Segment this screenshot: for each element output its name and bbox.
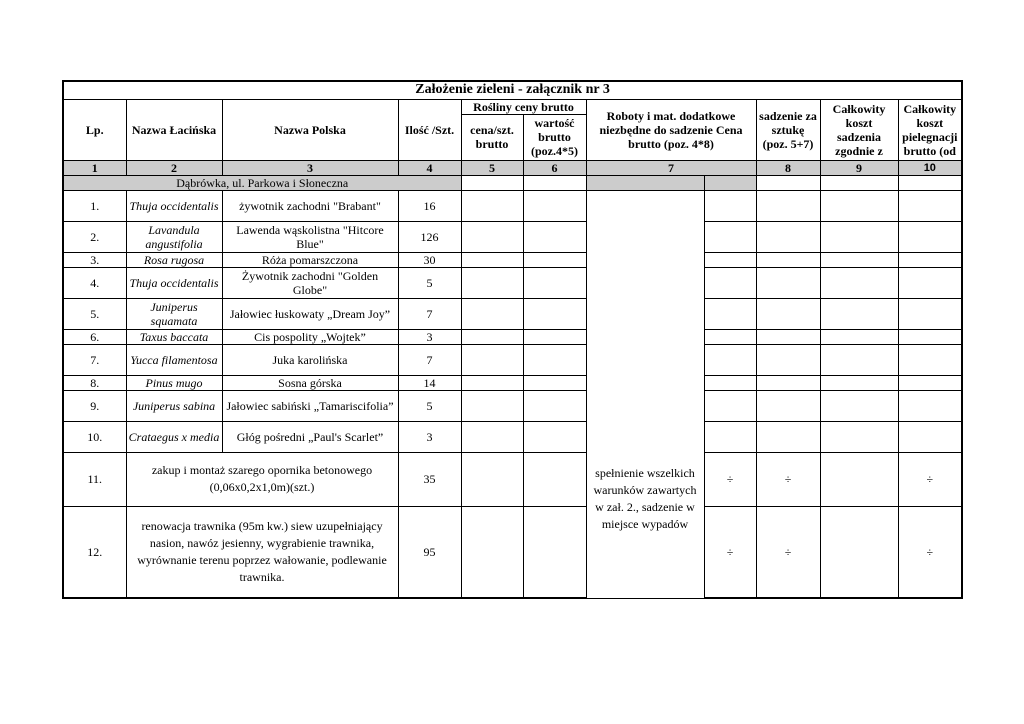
planting-cell <box>756 390 820 421</box>
table-row <box>63 267 962 298</box>
row-lp: 5. <box>63 298 126 329</box>
empty-cell <box>586 175 704 190</box>
planting-cell <box>756 421 820 452</box>
table-row <box>63 390 962 421</box>
spreadsheet <box>62 80 963 599</box>
column-number: 2 <box>126 160 222 175</box>
row-polish-name: Juka karolińska <box>222 344 398 375</box>
empty-cell <box>461 175 523 190</box>
column-number: 1 <box>63 160 126 175</box>
planting-cell <box>756 267 820 298</box>
works-cell: ÷ <box>704 452 756 506</box>
total-care-cell <box>898 329 962 344</box>
planting-cell: ÷ <box>756 452 820 506</box>
table-row <box>63 298 962 329</box>
row-lp: 6. <box>63 329 126 344</box>
table-row <box>63 329 962 344</box>
total-planting-cell <box>820 221 898 252</box>
value-cell <box>523 298 586 329</box>
value-cell <box>523 267 586 298</box>
works-cell <box>704 375 756 390</box>
value-cell <box>523 252 586 267</box>
unit-price-cell <box>461 267 523 298</box>
total-care-cell <box>898 267 962 298</box>
value-cell <box>523 190 586 221</box>
column-number: 6 <box>523 160 586 175</box>
planting-cell <box>756 344 820 375</box>
unit-price-cell <box>461 298 523 329</box>
planting-cell <box>756 221 820 252</box>
planting-cell <box>756 190 820 221</box>
row-lp: 3. <box>63 252 126 267</box>
empty-cell <box>820 175 898 190</box>
row-quantity: 95 <box>398 506 461 598</box>
header-latin-name: Nazwa Łacińska <box>126 99 222 160</box>
total-planting-cell <box>820 252 898 267</box>
row-polish-name: Cis pospolity „Wojtek” <box>222 329 398 344</box>
table-row <box>63 506 962 598</box>
column-number: 3 <box>222 160 398 175</box>
row-polish-name: Żywotnik zachodni "Golden Globe" <box>222 267 398 298</box>
planting-cell <box>756 329 820 344</box>
greenery-table <box>62 80 963 599</box>
works-cell: ÷ <box>704 506 756 598</box>
planting-cell: ÷ <box>756 506 820 598</box>
unit-price-cell <box>461 421 523 452</box>
row-quantity: 30 <box>398 252 461 267</box>
column-number: 9 <box>820 160 898 175</box>
works-note: spełnienie wszelkich warunków zawartych w zał. 2., sadzenie w miejsce wypadów <box>586 190 704 598</box>
total-planting-cell <box>820 421 898 452</box>
row-polish-name: Jałowiec sabiński „Tamariscifolia” <box>222 390 398 421</box>
table-title: Założenie zieleni - załącznik nr 3 <box>63 81 962 99</box>
planting-cell <box>756 375 820 390</box>
value-cell <box>523 390 586 421</box>
total-care-cell: ÷ <box>898 506 962 598</box>
value-cell <box>523 452 586 506</box>
value-cell <box>523 329 586 344</box>
works-cell <box>704 344 756 375</box>
empty-cell <box>523 175 586 190</box>
row-lp: 9. <box>63 390 126 421</box>
row-quantity: 3 <box>398 421 461 452</box>
total-care-cell <box>898 390 962 421</box>
value-cell <box>523 421 586 452</box>
total-planting-cell <box>820 267 898 298</box>
row-quantity: 5 <box>398 390 461 421</box>
table-row <box>63 375 962 390</box>
empty-cell <box>898 175 962 190</box>
works-cell <box>704 421 756 452</box>
row-quantity: 5 <box>398 267 461 298</box>
row-latin-name: Juniperus sabina <box>126 390 222 421</box>
row-description: zakup i montaż szarego opornika betonowego (0,06x0,2x1,0m)(szt.) <box>126 452 398 506</box>
total-care-cell <box>898 221 962 252</box>
unit-price-cell <box>461 252 523 267</box>
row-polish-name: Głóg pośredni „Paul's Scarlet” <box>222 421 398 452</box>
unit-price-cell <box>461 190 523 221</box>
row-quantity: 35 <box>398 452 461 506</box>
total-planting-cell <box>820 506 898 598</box>
header-quantity: Ilość /Szt. <box>398 99 461 160</box>
row-polish-name: Sosna górska <box>222 375 398 390</box>
row-latin-name: Taxus baccata <box>126 329 222 344</box>
empty-cell <box>704 175 756 190</box>
row-description: renowacja trawnika (95m kw.) siew uzupełniający nasion, nawóz jesienny, wygrabienie trawnika, wyrównanie terenu poprzez wałowanie, podlewanie trawnika. <box>126 506 398 598</box>
header-polish-name: Nazwa Polska <box>222 99 398 160</box>
planting-cell <box>756 298 820 329</box>
total-care-cell <box>898 375 962 390</box>
row-quantity: 126 <box>398 221 461 252</box>
column-number: 4 <box>398 160 461 175</box>
row-quantity: 7 <box>398 298 461 329</box>
total-care-cell <box>898 298 962 329</box>
table-row <box>63 452 962 506</box>
works-cell <box>704 390 756 421</box>
row-latin-name: Rosa rugosa <box>126 252 222 267</box>
planting-cell <box>756 252 820 267</box>
header-value: wartość brutto (poz.4*5) <box>523 114 586 160</box>
row-lp: 12. <box>63 506 126 598</box>
row-latin-name: Lavandula angustifolia <box>126 221 222 252</box>
row-lp: 4. <box>63 267 126 298</box>
total-planting-cell <box>820 390 898 421</box>
row-lp: 11. <box>63 452 126 506</box>
section-header: Dąbrówka, ul. Parkowa i Słoneczna <box>63 175 461 190</box>
total-planting-cell <box>820 329 898 344</box>
unit-price-cell <box>461 329 523 344</box>
total-planting-cell <box>820 298 898 329</box>
header-plants-prices: Rośliny ceny brutto <box>461 99 586 114</box>
works-cell <box>704 298 756 329</box>
total-care-cell: ÷ <box>898 452 962 506</box>
row-latin-name: Pinus mugo <box>126 375 222 390</box>
header-lp: Lp. <box>63 99 126 160</box>
unit-price-cell <box>461 221 523 252</box>
value-cell <box>523 375 586 390</box>
total-planting-cell <box>820 375 898 390</box>
column-number: 7 <box>586 160 756 175</box>
unit-price-cell <box>461 375 523 390</box>
column-number: 10 <box>898 160 962 175</box>
works-cell <box>704 221 756 252</box>
total-care-cell <box>898 421 962 452</box>
row-quantity: 14 <box>398 375 461 390</box>
value-cell <box>523 221 586 252</box>
row-polish-name: Jałowiec łuskowaty „Dream Joy” <box>222 298 398 329</box>
row-lp: 7. <box>63 344 126 375</box>
header-unit-price: cena/szt. brutto <box>461 114 523 160</box>
table-row <box>63 221 962 252</box>
unit-price-cell <box>461 452 523 506</box>
row-quantity: 16 <box>398 190 461 221</box>
works-cell <box>704 329 756 344</box>
value-cell <box>523 344 586 375</box>
header-additional-works: Roboty i mat. dodatkowe niezbędne do sadzenie Cena brutto (poz. 4*8) <box>586 99 756 160</box>
table-row <box>63 190 962 221</box>
unit-price-cell <box>461 344 523 375</box>
total-planting-cell <box>820 452 898 506</box>
unit-price-cell <box>461 506 523 598</box>
row-polish-name: Lawenda wąskolistna "Hitcore Blue" <box>222 221 398 252</box>
total-care-cell <box>898 190 962 221</box>
header-total-planting-cost: Całkowity koszt sadzenia zgodnie z <box>820 99 898 160</box>
row-latin-name: Thuja occidentalis <box>126 267 222 298</box>
row-polish-name: Róża pomarszczona <box>222 252 398 267</box>
column-number: 5 <box>461 160 523 175</box>
row-lp: 8. <box>63 375 126 390</box>
works-cell <box>704 267 756 298</box>
total-planting-cell <box>820 190 898 221</box>
table-row <box>63 252 962 267</box>
works-cell <box>704 190 756 221</box>
row-latin-name: Crataegus x media <box>126 421 222 452</box>
unit-price-cell <box>461 390 523 421</box>
works-cell <box>704 252 756 267</box>
row-latin-name: Yucca filamentosa <box>126 344 222 375</box>
total-care-cell <box>898 252 962 267</box>
row-quantity: 3 <box>398 329 461 344</box>
header-total-care-cost: Całkowity koszt pielegnacji brutto (od <box>898 99 962 160</box>
total-planting-cell <box>820 344 898 375</box>
total-care-cell <box>898 344 962 375</box>
table-row <box>63 344 962 375</box>
row-polish-name: żywotnik zachodni "Brabant" <box>222 190 398 221</box>
row-quantity: 7 <box>398 344 461 375</box>
header-planting-per-unit: sadzenie za sztukę (poz. 5+7) <box>756 99 820 160</box>
row-lp: 2. <box>63 221 126 252</box>
empty-cell <box>756 175 820 190</box>
row-lp: 1. <box>63 190 126 221</box>
row-lp: 10. <box>63 421 126 452</box>
row-latin-name: Juniperus squamata <box>126 298 222 329</box>
column-number: 8 <box>756 160 820 175</box>
row-latin-name: Thuja occidentalis <box>126 190 222 221</box>
value-cell <box>523 506 586 598</box>
table-row <box>63 421 962 452</box>
